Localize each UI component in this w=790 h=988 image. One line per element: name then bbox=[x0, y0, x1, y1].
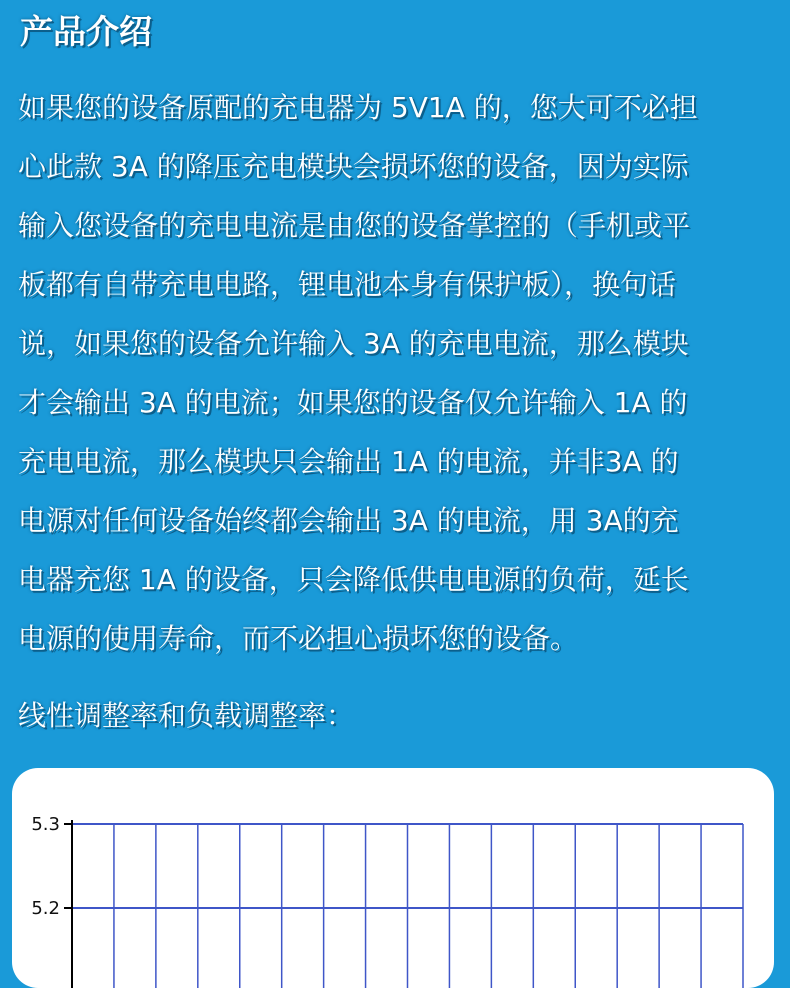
paragraph-line: 电源的使用寿命，而不必担心损坏您的设备。 bbox=[18, 622, 579, 655]
regulation-subtitle: 线性调整率和负载调整率： bbox=[18, 699, 355, 732]
intro-paragraph bbox=[18, 78, 778, 668]
paragraph-line: 心此款 3A 的降压充电模块会损坏您的设备，因为实际 bbox=[18, 150, 689, 183]
paragraph-line: 如果您的设备原配的充电器为 5V1A 的，您大可不必担 bbox=[18, 91, 698, 124]
paragraph-line: 说，如果您的设备允许输入 3A 的充电电流，那么模块 bbox=[18, 327, 689, 360]
paragraph-line: 电源对任何设备始终都会输出 3A 的电流，用 3A的充 bbox=[18, 504, 679, 537]
y-tick-label: 5.3 bbox=[31, 814, 60, 835]
paragraph-line: 板都有自带充电电路，锂电池本身有保护板），换句话 bbox=[18, 268, 677, 301]
paragraph-line: 输入您设备的充电电流是由您的设备掌控的（手机或平 bbox=[18, 209, 691, 242]
regulation-chart bbox=[12, 768, 774, 988]
paragraph-line: 电器充您 1A 的设备，只会降低供电电源的负荷，延长 bbox=[18, 563, 689, 596]
regulation-chart-card bbox=[12, 768, 774, 988]
paragraph-line: 充电电流，那么模块只会输出 1A 的电流，并非3A 的 bbox=[18, 445, 679, 478]
y-tick-label: 5.2 bbox=[31, 898, 60, 919]
paragraph-line: 才会输出 3A 的电流；如果您的设备仅允许输入 1A 的 bbox=[18, 386, 688, 419]
product-intro-heading: 产品介绍 bbox=[20, 12, 152, 51]
